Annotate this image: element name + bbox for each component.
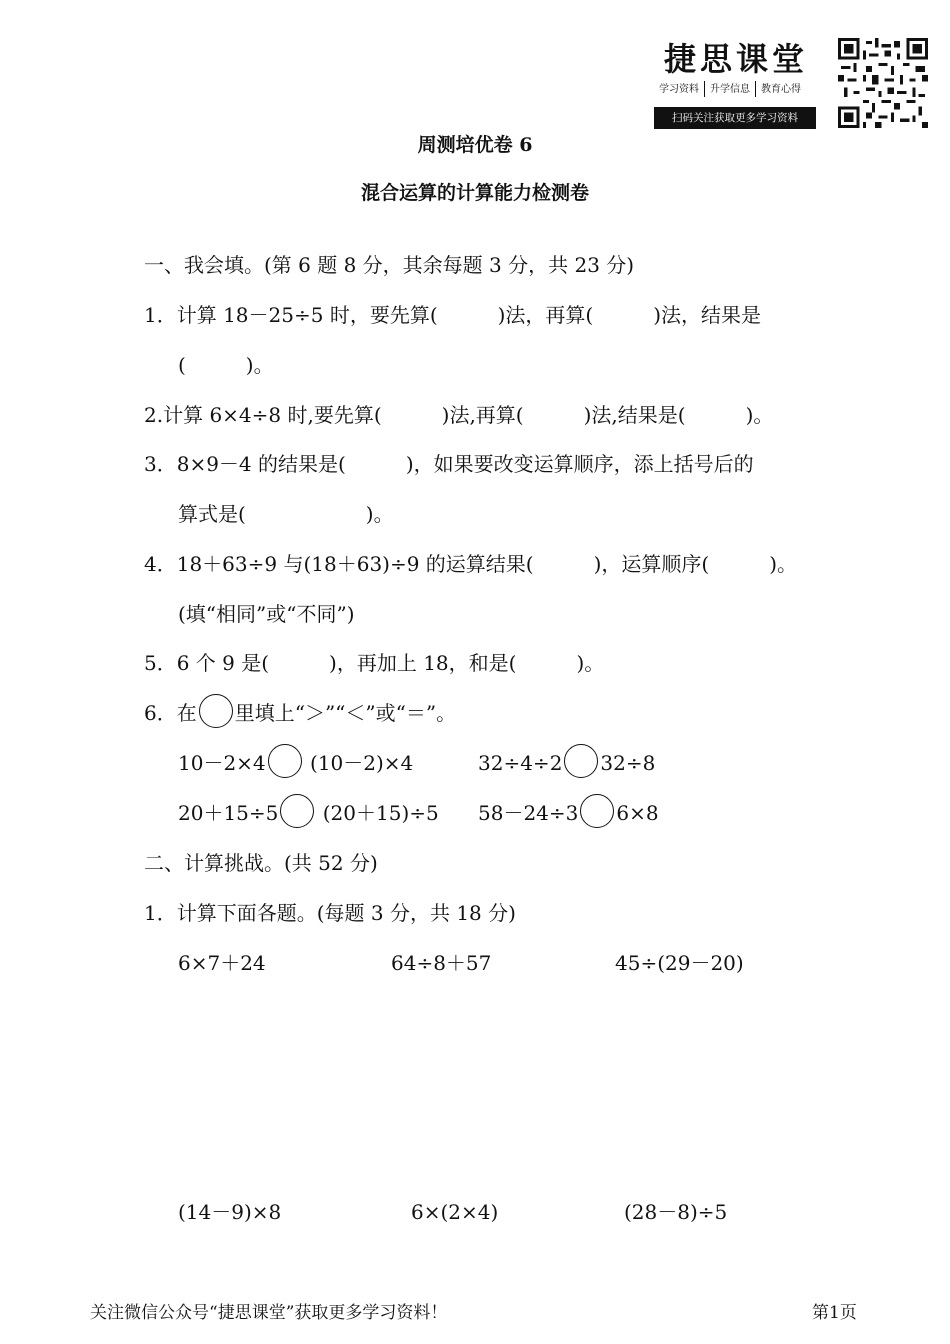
section1-heading: 一、我会填。(第 6 题 8 分，其余每题 3 分，共 23 分) (144, 253, 635, 277)
calc-problem: 6×(2×4) (411, 1200, 499, 1224)
footer-note: 关注微信公众号“捷思课堂”获取更多学习资料！ (90, 1303, 448, 1323)
question-6-suffix: 里填上“＞”“＜”或“＝”。 (234, 701, 457, 725)
page-subtitle: 混合运算的计算能力检测卷 (360, 182, 589, 204)
answer-circle[interactable] (580, 794, 614, 828)
compare-left: 20＋15÷5 (178, 801, 279, 825)
question-3-line-2: 算式是( )。 (178, 502, 394, 526)
question-4-line-2: (填“相同”或“不同”) (178, 602, 355, 626)
question-1-line-2: ( )。 (178, 353, 274, 377)
section2-heading: 二、计算挑战。(共 52 分) (144, 851, 378, 875)
section2-question-1: 1．计算下面各题。(每题 3 分，共 18 分) (144, 901, 516, 925)
answer-circle[interactable] (280, 794, 314, 828)
compare-item (478, 751, 655, 778)
question-2: 2.计算 6×4÷8 时,要先算( )法,再算( )法,结果是( )。 (144, 403, 774, 427)
brand-name: 捷思课堂 (664, 40, 809, 78)
question-1-line-1: 1．计算 18－25÷5 时，要先算( )法，再算( )法，结果是 (144, 303, 762, 327)
calc-problem: 64÷8＋57 (391, 951, 492, 975)
question-5: 5．6 个 9 是( )，再加上 18，和是( )。 (144, 651, 605, 675)
calc-problem: 45÷(29－20) (615, 951, 744, 975)
compare-right: 32÷8 (600, 751, 656, 775)
qr-code-icon (838, 38, 928, 128)
brand-bar: 扫码关注获取更多学习资料 (654, 107, 816, 129)
compare-left: 32÷4÷2 (478, 751, 563, 775)
blank-circle[interactable] (199, 694, 233, 728)
page-number: 第1页 (812, 1303, 857, 1323)
calc-problem: (28－8)÷5 (624, 1200, 728, 1224)
compare-item (478, 801, 659, 828)
brand-tag: 学习资料 (659, 84, 699, 95)
answer-circle[interactable] (268, 744, 302, 778)
brand-tag: 升学信息 (710, 84, 750, 95)
brand-tags (656, 80, 804, 97)
calc-problem: 6×7＋24 (178, 951, 266, 975)
question-6 (144, 701, 456, 728)
brand-tag: 教育心得 (761, 84, 801, 95)
question-4-line-1: 4．18＋63÷9 与(18＋63)÷9 的运算结果( )，运算顺序( )。 (144, 552, 798, 576)
compare-item (178, 751, 413, 778)
compare-right: (10－2)×4 (310, 751, 414, 775)
question-3-line-1: 3．8×9－4 的结果是( )，如果要改变运算顺序，添上括号后的 (144, 452, 754, 476)
compare-item (178, 801, 439, 828)
question-6-prefix: 6．在 (144, 701, 197, 725)
compare-left: 58－24÷3 (478, 801, 579, 825)
compare-right: 6×8 (616, 801, 659, 825)
page-title: 周测培优卷 6 (417, 134, 533, 156)
compare-left: 10－2×4 (178, 751, 266, 775)
answer-circle[interactable] (564, 744, 598, 778)
calc-problem: (14－9)×8 (178, 1200, 282, 1224)
compare-right: (20＋15)÷5 (322, 801, 439, 825)
